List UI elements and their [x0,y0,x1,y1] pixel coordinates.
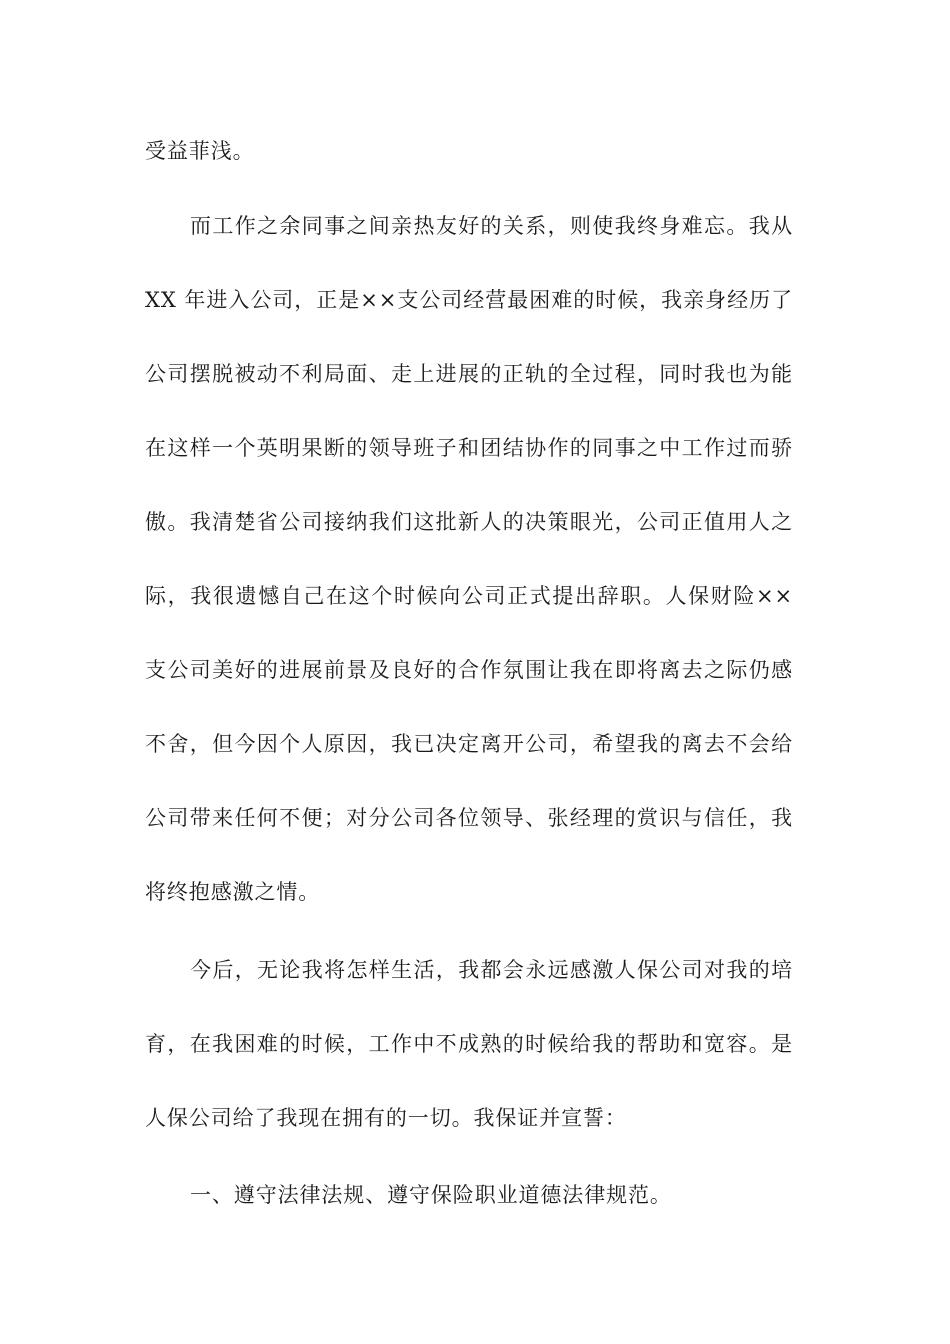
paragraph-2-line-5: 傲。我清楚省公司接纳我们这批新人的决策眼光，公司正值用人之 [145,510,793,534]
paragraph-2-line-2: XX 年进入公司，正是××支公司经营最困难的时候，我亲身经历了 [145,288,793,312]
paragraph-3-line-2: 育，在我困难的时候，工作中不成熟的时候给我的帮助和宽容。是 [145,1032,793,1056]
paragraph-3-line-3: 人保公司给了我现在拥有的一切。我保证并宣誓： [145,1106,627,1130]
paragraph-2-line-10: 将终抱感激之情。 [145,880,321,904]
paragraph-2-line-9: 公司带来任何不便；对分公司各位领导、张经理的赏识与信任，我 [145,806,793,830]
paragraph-3-line-1: 今后，无论我将怎样生活，我都会永远感激人保公司对我的培 [190,958,793,982]
text-line-1: 受益菲浅。 [145,139,255,163]
paragraph-2-line-7: 支公司美好的进展前景及良好的合作氛围让我在即将离去之际仍感 [145,658,793,682]
paragraph-2-line-8: 不舍，但今因个人原因，我已决定离开公司，希望我的离去不会给 [145,732,793,756]
paragraph-2-line-6: 际，我很遗憾自己在这个时候向公司正式提出辞职。人保财险×× [145,584,793,608]
paragraph-2-line-3: 公司摆脱被动不利局面、走上进展的正轨的全过程，同时我也为能 [145,362,793,386]
paragraph-2-line-1: 而工作之余同事之间亲热友好的关系，则使我终身难忘。我从 [190,214,793,238]
pledge-item-1: 一、遵守法律法规、遵守保险职业道德法律规范。 [190,1183,672,1207]
paragraph-2-line-4: 在这样一个英明果断的领导班子和团结协作的同事之中工作过而骄 [145,436,793,460]
